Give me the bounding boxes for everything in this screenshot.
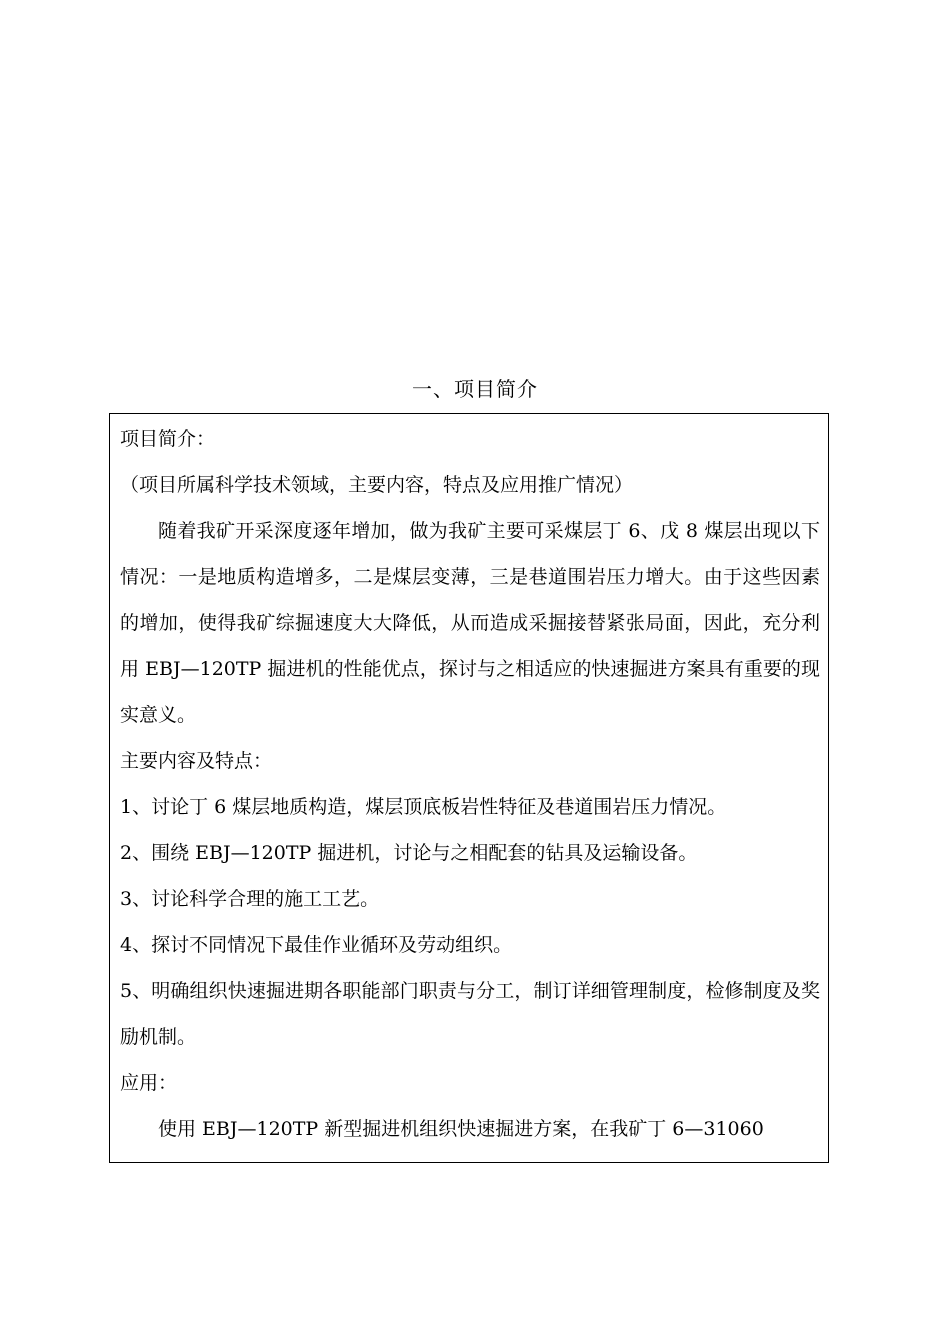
feature-item-1: 1、讨论丁 6 煤层地质构造，煤层顶底板岩性特征及巷道围岩压力情况。 (120, 796, 727, 818)
feature-item-2: 2、围绕 EBJ—120TP 掘进机，讨论与之相配套的钻具及运输设备。 (120, 842, 698, 864)
application-heading: 应用： (120, 1072, 178, 1094)
intro-paragraph: 随着我矿开采深度逐年增加，做为我矿主要可采煤层丁 6、戊 8 煤层出现以下情况：一是地质构造增多，二是煤层变薄，三是巷道围岩压力增大。由于这些因素的增加，使得我矿综掘速度大大降低，从而造成采掘接替紧张局面，因此，充分利用 EBJ—120TP 掘进机的性能优点，探讨与之相适应的快速掘进方案具有重要的现实意义。 (120, 520, 820, 726)
project-summary-box (109, 413, 829, 1163)
application-paragraph: 使用 EBJ—120TP 新型掘进机组织快速掘进方案，在我矿丁 6—31060 (158, 1118, 764, 1140)
feature-item-3: 3、讨论科学合理的施工工艺。 (120, 888, 380, 910)
features-heading: 主要内容及特点： (120, 750, 273, 772)
feature-item-5: 5、明确组织快速掘进期各职能部门职责与分工，制订详细管理制度，检修制度及奖励机制。 (120, 980, 820, 1048)
summary-heading: 项目简介： (120, 428, 216, 450)
section-title: 一、项目简介 (412, 377, 538, 401)
project-summary-content (120, 416, 820, 1152)
summary-subheading: （项目所属科学技术领域，主要内容，特点及应用推广情况） (120, 474, 634, 496)
feature-item-4: 4、探讨不同情况下最佳作业循环及劳动组织。 (120, 934, 513, 956)
